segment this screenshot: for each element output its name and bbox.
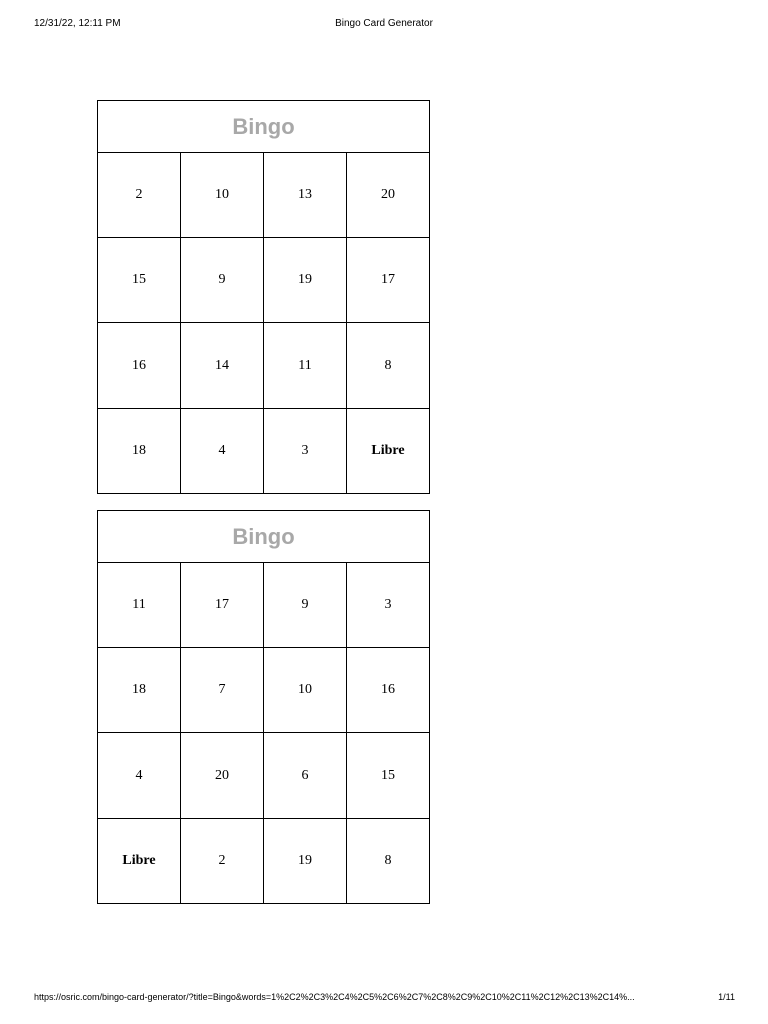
- bingo-card-2: [97, 510, 430, 904]
- bingo-cell: 16: [98, 323, 181, 409]
- bingo-cell: 18: [98, 648, 181, 733]
- bingo-cell: 3: [347, 563, 429, 648]
- bingo-cell: 3: [264, 409, 347, 493]
- bingo-grid: [98, 563, 429, 903]
- bingo-cell: 2: [181, 819, 264, 903]
- print-footer-page-indicator: 1/11: [718, 992, 735, 1002]
- bingo-cell: 19: [264, 819, 347, 903]
- bingo-card-title: Bingo: [98, 101, 429, 153]
- bingo-cell: 11: [264, 323, 347, 409]
- bingo-cell: 4: [98, 733, 181, 819]
- bingo-cell: 18: [98, 409, 181, 493]
- bingo-cell: 20: [347, 153, 429, 238]
- bingo-cell: 10: [264, 648, 347, 733]
- print-header-page-title: Bingo Card Generator: [335, 18, 433, 29]
- bingo-cell: 17: [181, 563, 264, 648]
- bingo-card-1: [97, 100, 430, 494]
- print-footer-url: https://osric.com/bingo-card-generator/?title=Bingo&words=1%2C2%2C3%2C4%2C5%2C6%2C7%2C8%2C9%2C10%2C11%2C12%2C13%2C14%...: [34, 992, 635, 1002]
- bingo-cell: 13: [264, 153, 347, 238]
- bingo-cell: 8: [384, 853, 392, 868]
- bingo-cell: 7: [181, 648, 264, 733]
- bingo-cell: 10: [181, 153, 264, 238]
- bingo-cell: 16: [347, 648, 429, 733]
- bingo-cell: 19: [264, 238, 347, 323]
- bingo-cell: 9: [264, 563, 347, 648]
- bingo-grid: [98, 153, 429, 493]
- bingo-cell: 4: [181, 409, 264, 493]
- bingo-cell: 17: [347, 238, 429, 323]
- bingo-free-cell: Libre: [98, 819, 181, 903]
- bingo-cell: 15: [347, 733, 429, 819]
- bingo-free-cell: Libre: [371, 443, 405, 458]
- bingo-cell: 9: [181, 238, 264, 323]
- bingo-cell: 15: [98, 238, 181, 323]
- bingo-cell: 14: [181, 323, 264, 409]
- bingo-cell: 6: [264, 733, 347, 819]
- bingo-cell: 8: [347, 323, 429, 409]
- bingo-cell: 11: [98, 563, 181, 648]
- bingo-card-title: Bingo: [98, 511, 429, 563]
- bingo-cell: 20: [181, 733, 264, 819]
- print-header-datetime: 12/31/22, 12:11 PM: [34, 18, 121, 29]
- bingo-cell: 2: [98, 153, 181, 238]
